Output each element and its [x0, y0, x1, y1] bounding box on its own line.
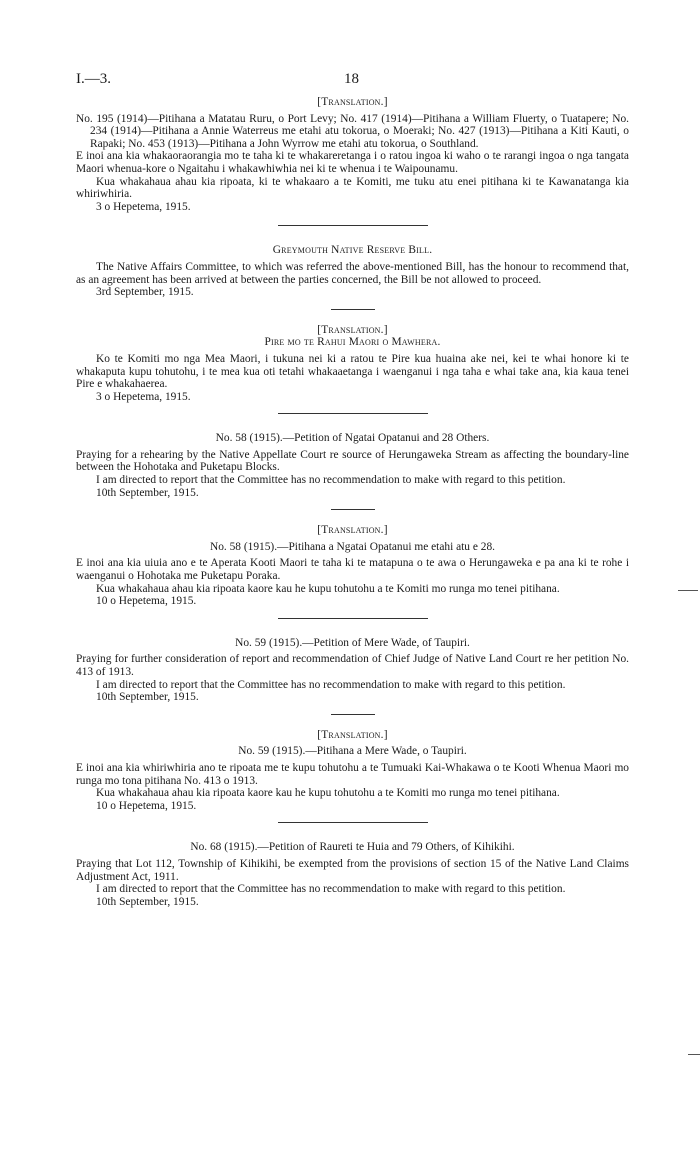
section-pitihana-59: [76, 729, 629, 813]
prayer-paragraph: Praying for further consideration of report and recommendation of Chief Judge of Native Land Court re her petition No. 413 of 1913.: [76, 653, 629, 678]
report-paragraph: I am directed to report that the Committee has no recommendation to make with regard to this petition.: [96, 474, 566, 487]
section-title: No. 59 (1915).—Pitihana a Mere Wade, o Taupiri.: [238, 745, 467, 758]
document-page: [76, 70, 629, 908]
translation-heading: [Translation.]: [317, 323, 388, 336]
prayer-paragraph: E inoi ana kia uiuia ano e te Aperata Kooti Maori te taha ki te matapuna o te awa o Herungaweka e pa ana ki te rohe i waenganui o Hohotaka me Puketapu Poraka.: [76, 557, 629, 583]
petitions-list: No. 195 (1914)—Pitihana a Matatau Ruru, o Port Levy; No. 417 (1914)—Pitihana a William Fluerty, o Tuatapere; No. 234 (1914)—Pitihana a Annie Waterreus me etahi atu tokorua, o Moeraki; No. 427 (1913)—Pitihana a Kiti Kauti, o Rapaki; No. 453 (1913)—Pitihana a John Wyrrow me etahi atu tokorua, o Southland.: [76, 112, 629, 150]
report-paragraph: I am directed to report that the Committee has no recommendation to make with regard to this petition.: [96, 883, 566, 896]
section-title: No. 58 (1915).—Pitihana a Ngatai Opatanui me etahi atu e 28.: [209, 540, 495, 553]
report-date: 10 o Hepetema, 1915.: [96, 595, 197, 608]
section-divider: [278, 618, 428, 619]
section-petition-68: [76, 841, 629, 908]
section-petition-58: [76, 432, 629, 499]
prayer-paragraph: E inoi ana kia whakaoraorangia mo te taha ki te whakareretanga i o ratou ingoa ki waho o te rarangi ingoa o nga tangata Maori whenua-kore o Ngaitahu i whakawhiwhia nei ki te whenua i te Waipounamu.: [76, 150, 629, 175]
report-date: 3 o Hepetema, 1915.: [96, 200, 191, 213]
committee-paragraph: Ko te Komiti mo nga Mea Maori, i tukuna nei ki a ratou te Pire kua huaina ake nei, kei te whai honore ki te whakaputa kupu tohutohu, i te mea kua oti tetahi whakaaetanga i waenganui i nga taha e whai take ana, kia kaua tenei Pire e whakahaerea.: [76, 352, 629, 391]
committee-paragraph: The Native Affairs Committee, to which was referred the above-mentioned Bill, has the honour to recommend that, as an agreement has been arrived at between the parties concerned, the Bill be not allowed to proceed.: [76, 260, 629, 286]
report-paragraph: I am directed to report that the Committee has no recommendation to make with regard to this petition.: [96, 678, 566, 691]
section-title: No. 68 (1915).—Petition of Raureti te Huia and 79 Others, of Kihikihi.: [190, 841, 515, 854]
report-date: 10th September, 1915.: [96, 691, 199, 704]
prayer-paragraph: Praying that Lot 112, Township of Kihikihi, be exempted from the provisions of section 15 of the Native Land Claims Adjustment Act, 1911.: [76, 857, 629, 883]
translation-heading: [Translation.]: [317, 524, 388, 537]
page-number: 18: [344, 71, 359, 87]
report-date: 3 o Hepetema, 1915.: [96, 390, 191, 403]
margin-mark: [678, 590, 698, 591]
section-divider: [278, 225, 428, 226]
prayer-paragraph: Praying for a rehearing by the Native Appellate Court re source of Herungaweka Stream as affecting the boundary-line between the Hohotaka and Puketapu Blocks.: [76, 448, 629, 474]
section-translation-petitions: [76, 96, 629, 213]
page-header: [76, 70, 629, 96]
section-title: Pire mo te Rahui Maori o Mawhera.: [264, 336, 441, 349]
report-date: 10 o Hepetema, 1915.: [96, 799, 197, 812]
section-pitihana-58: [76, 524, 629, 608]
section-greymouth-bill: [76, 244, 629, 298]
report-paragraph: Kua whakahaua ahau kia ripoata kaore kau he kupu tohutohu a te Komiti mo runga mo tenei pitihana.: [96, 582, 560, 595]
report-date: 10th September, 1915.: [96, 895, 199, 908]
section-translation-bill: [76, 324, 629, 404]
translation-heading: [Translation.]: [317, 96, 388, 108]
parliamentary-paper-reference: I.—3.: [76, 71, 111, 87]
short-divider: [331, 714, 375, 715]
section-divider: [278, 413, 428, 414]
translation-heading: [Translation.]: [317, 728, 388, 741]
report-date: 3rd September, 1915.: [96, 286, 194, 299]
section-petition-59: [76, 637, 629, 704]
report-paragraph: Kua whakahaua ahau kia ripoata, ki te whakaaro a te Komiti, me tuku atu enei pitihana ki te Kawanatanga kia whiriwhiria.: [76, 175, 629, 201]
short-divider: [331, 309, 375, 310]
report-paragraph: Kua whakahaua ahau kia ripoata kaore kau he kupu tohutohu a te Komiti mo runga mo tenei pitihana.: [96, 787, 560, 800]
section-title: Greymouth Native Reserve Bill.: [272, 244, 433, 257]
prayer-paragraph: E inoi ana kia whiriwhiria ano te ripoata me te kupu tohutohu a te Tumuaki Kai-Whakawa o te Kooti Whenua Maori mo runga mo tona pitihana No. 413 o 1913.: [76, 761, 629, 787]
short-divider: [331, 509, 375, 510]
section-divider: [278, 822, 428, 823]
margin-mark: [688, 1054, 700, 1055]
section-title: No. 59 (1915).—Petition of Mere Wade, of Taupiri.: [235, 636, 470, 649]
section-title: No. 58 (1915).—Petition of Ngatai Opatanui and 28 Others.: [215, 432, 490, 445]
report-date: 10th September, 1915.: [96, 486, 199, 499]
